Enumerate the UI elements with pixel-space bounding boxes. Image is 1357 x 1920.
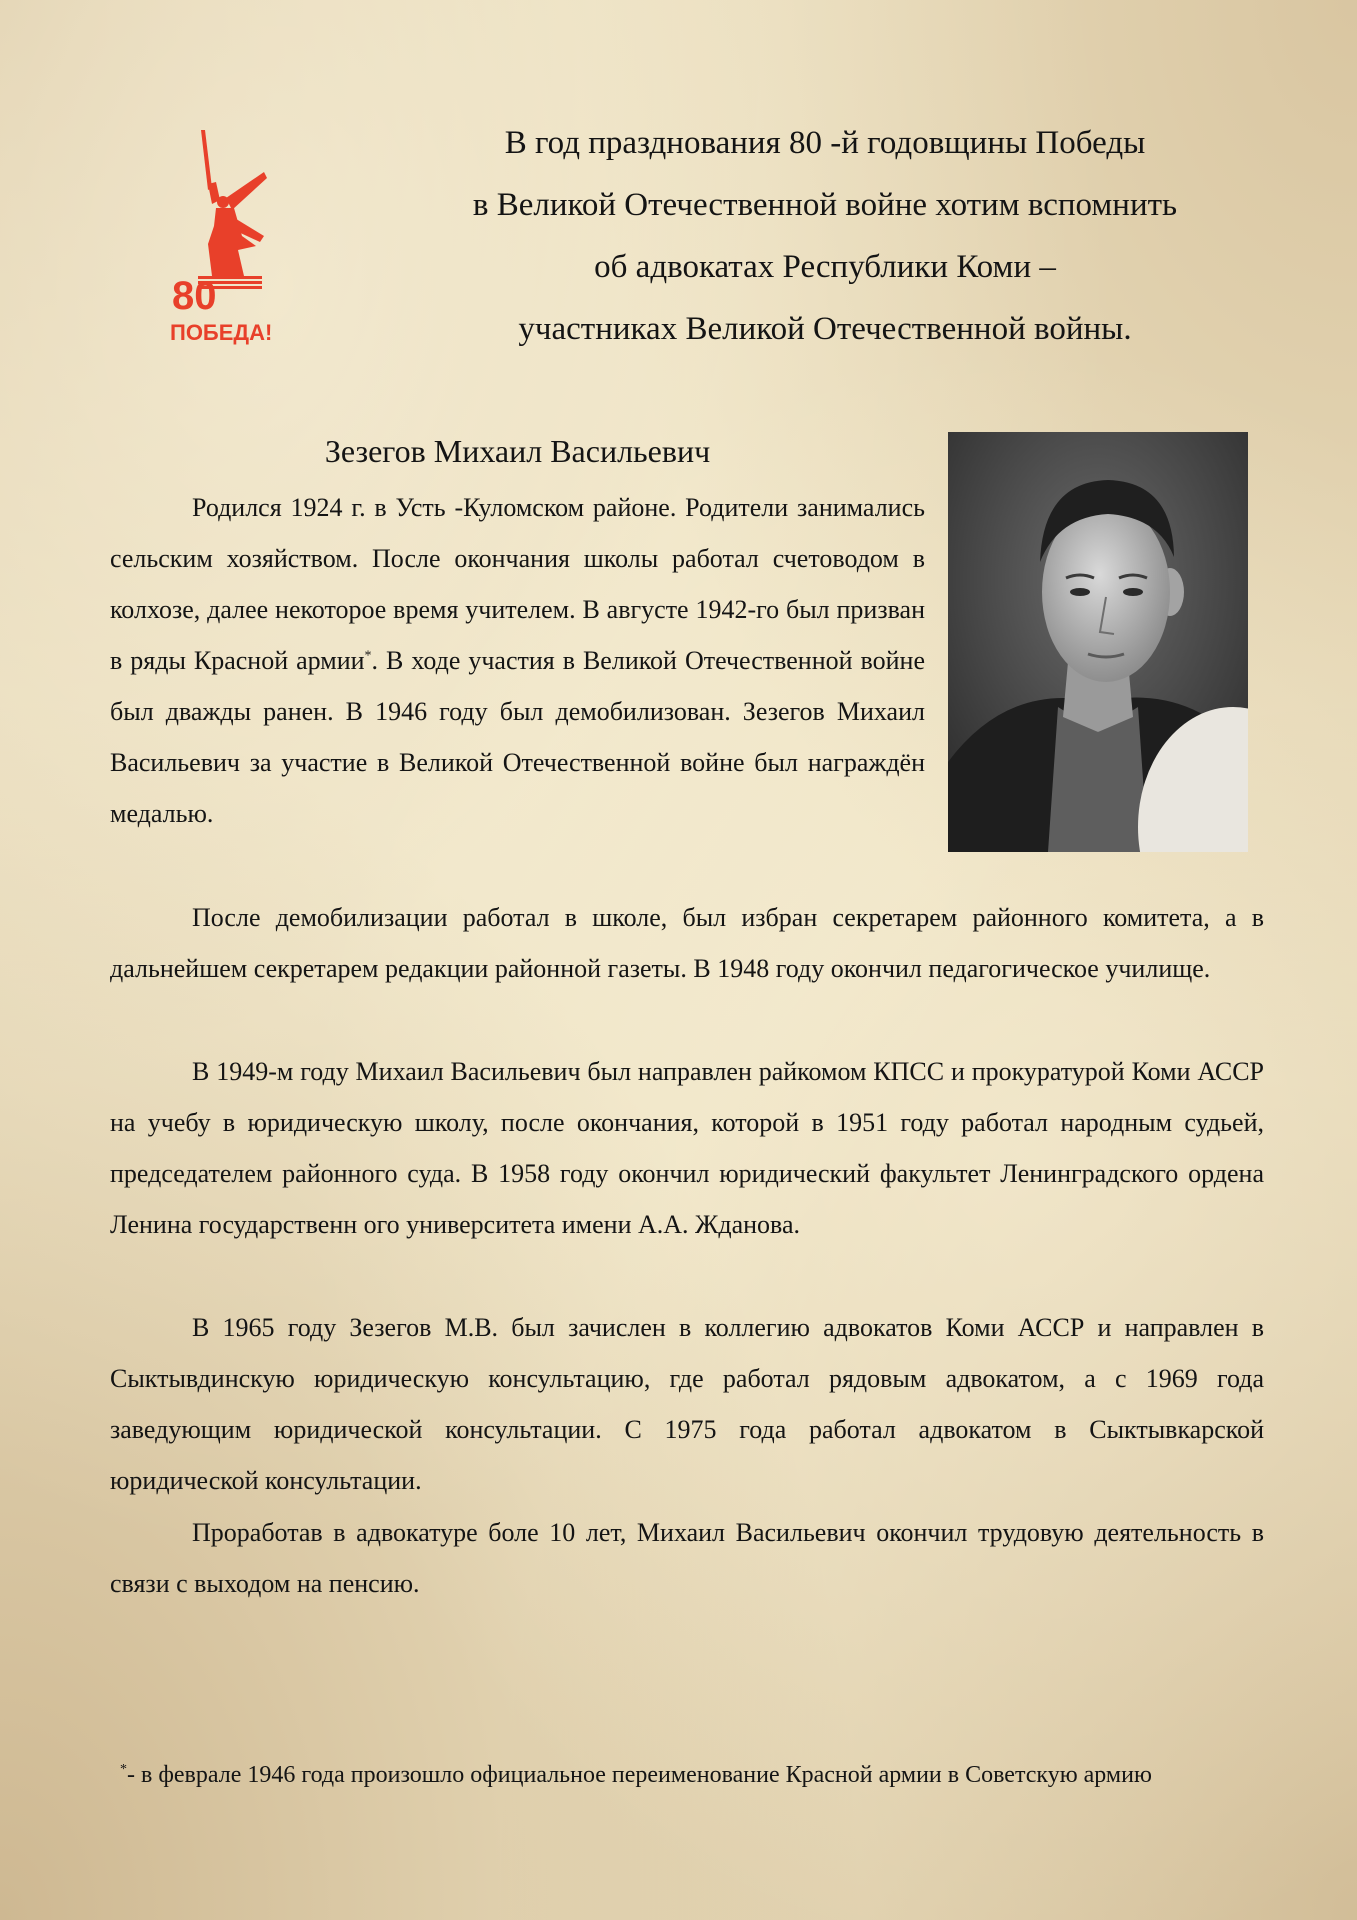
paragraph-1-text-a: Родился 1924 г. в Усть -Куломском районе. Родители занимались сельским хозяйством. После окончания школы работал счетоводом в колхозе, далее некоторое время учителем. В августе 1942-го был призван в ряды Красной армии <box>110 493 925 675</box>
paragraph-biography-5 <box>110 1507 1264 1609</box>
portrait-photo-icon <box>948 432 1248 852</box>
header-line-3: об адвокатах Республики Коми – <box>594 249 1056 285</box>
footnote-text: - в феврале 1946 года произошло официальное переименование Красной армии в Советскую армию <box>127 1762 1152 1788</box>
paragraph-3-text: В 1949-м году Михаил Васильевич был направлен райкомом КПСС и прокуратурой Коми АССР на учебу в юридическую школу, после окончания, которой в 1951 году работал народным судьей, председателем районного суда. В 1958 году окончил юридический факультет Ленинградского ордена Ленина государственн ого университета имени А.А. Жданова. <box>110 1057 1264 1239</box>
paragraph-biography-3 <box>110 1046 1264 1250</box>
victory-80-logo <box>168 126 288 346</box>
motherland-calls-monument-icon <box>168 126 288 346</box>
footnote-marker: * <box>120 1762 127 1777</box>
page-header <box>410 112 1240 360</box>
footnote <box>120 1758 1250 1793</box>
portrait-photo <box>948 432 1248 852</box>
paragraph-5-text: Проработав в адвокатуре боле 10 лет, Михаил Васильевич окончил трудовую деятельность в связи с выходом на пенсию. <box>110 1518 1264 1598</box>
header-line-1: В год празднования 80 -й годовщины Победы <box>504 125 1146 161</box>
header-line-4: участниках Великой Отечественной войны. <box>518 311 1132 347</box>
paragraph-4-text: В 1965 году Зезегов М.В. был зачислен в коллегию адвокатов Коми АССР и направлен в Сыктывдинскую юридическую консультацию, где работал рядовым адвокатом, а с 1969 года заведующим юридической консультации. С 1975 года работал адвокатом в Сыктывкарской юридической консультации. <box>110 1313 1264 1495</box>
paragraph-1-text-b: . В ходе участия в Великой Отечественной войне был дважды ранен. В 1946 году был демобилизован. Зезегов Михаил Васильевич за участие в Великой Отечественной войне был награждён медалью. <box>110 646 925 828</box>
paragraph-2-text: После демобилизации работал в школе, был избран секретарем районного комитета, а в дальнейшем секретарем редакции районной газеты. В 1948 году окончил педагогическое училище. <box>110 903 1264 983</box>
header-line-2: в Великой Отечественной войне хотим вспомнить <box>472 187 1178 223</box>
paragraph-biography-1 <box>110 482 925 839</box>
paragraph-biography-2 <box>110 892 1264 994</box>
footnote-mark: * <box>364 648 372 664</box>
logo-word: ПОБЕДА! <box>170 320 273 345</box>
person-name: Зезегов Михаил Васильевич <box>324 433 711 469</box>
logo-number: 80 <box>172 274 217 318</box>
paragraph-biography-4 <box>110 1302 1264 1506</box>
